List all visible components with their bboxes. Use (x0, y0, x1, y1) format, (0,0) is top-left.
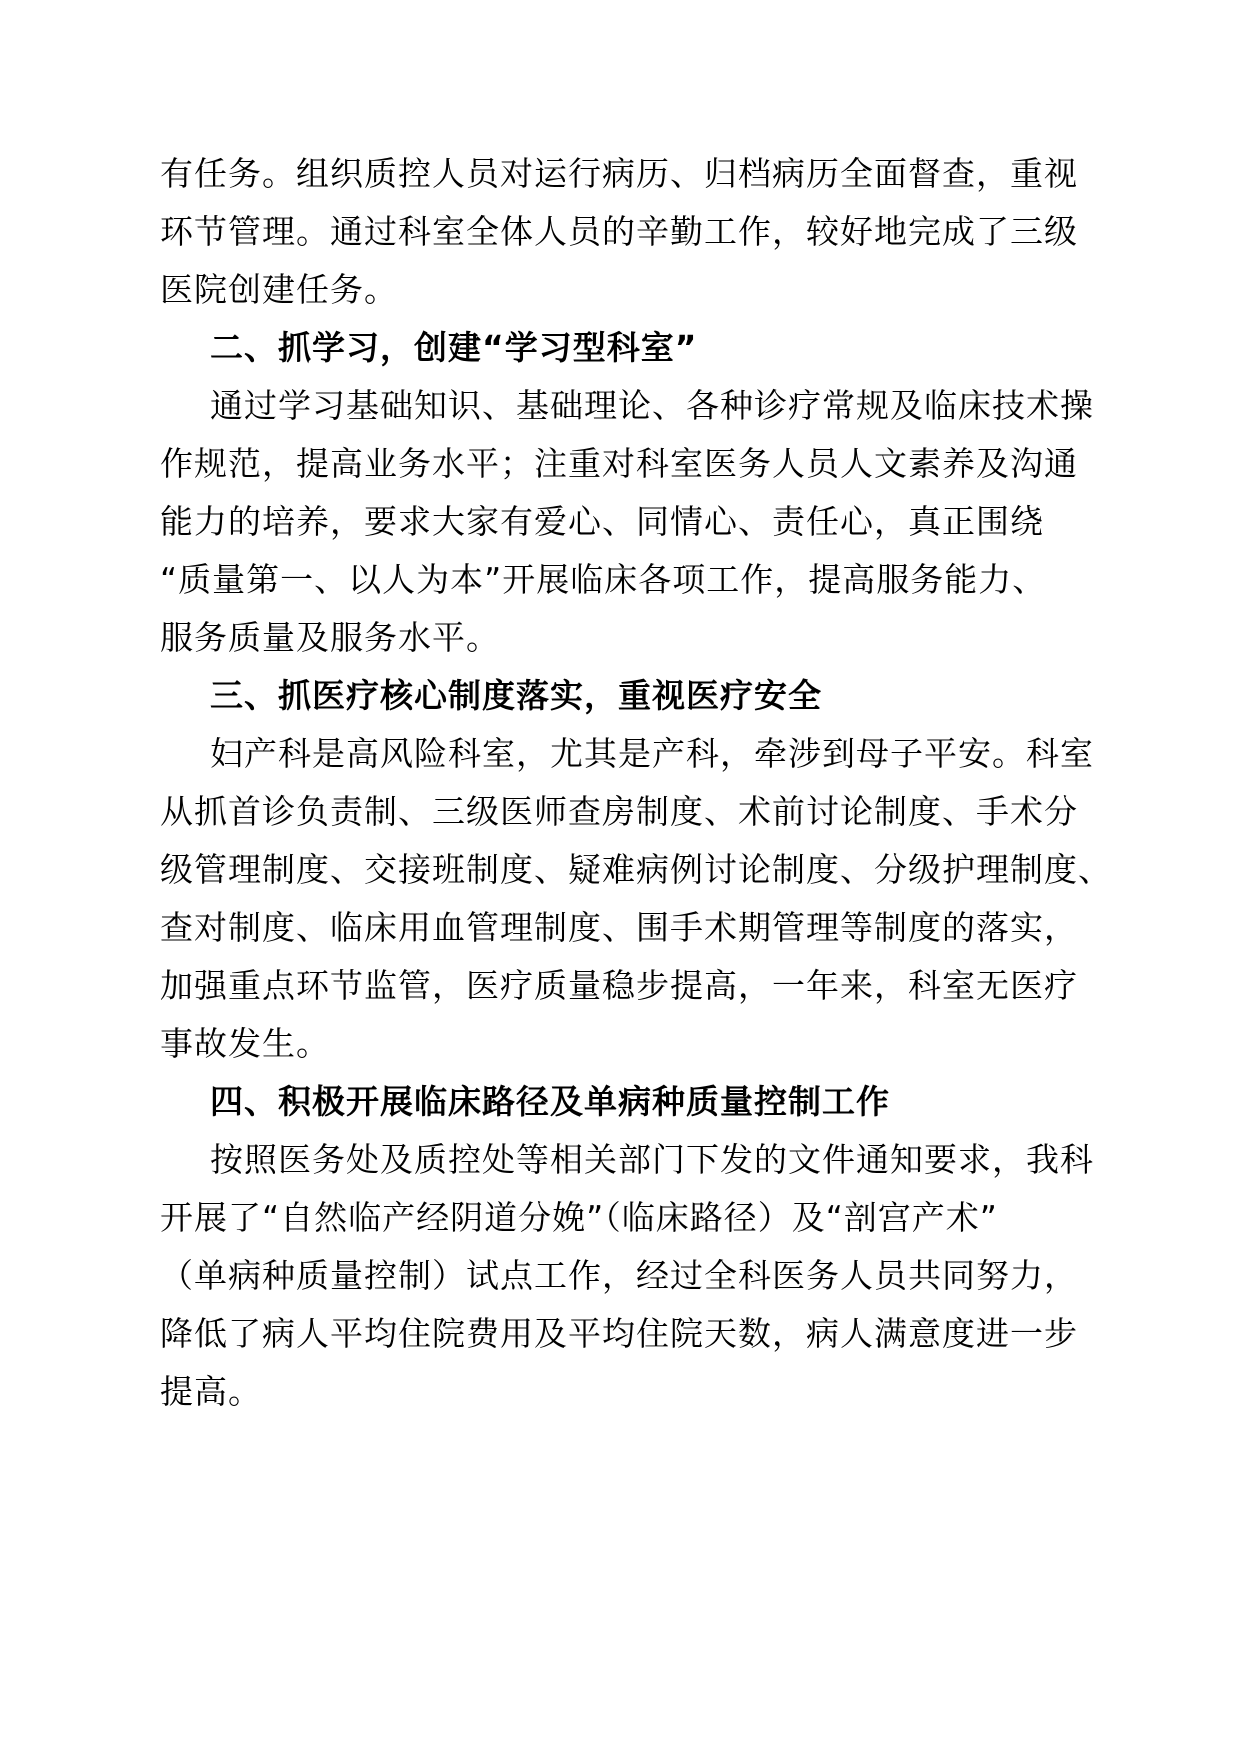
paragraph-3-line-3: 级管理制度、交接班制度、疑难病例讨论制度、分级护理制度、 (160, 850, 1112, 889)
paragraph-2-line-4: “质量第一、以人为本”开展临床各项工作，提高服务能力、 (160, 560, 1047, 599)
paragraph-3-line-2: 从抓首诊负责制、三级医师查房制度、术前讨论制度、手术分 (160, 792, 1078, 831)
paragraph-4-line-3: （单病种质量控制）试点工作，经过全科医务人员共同努力， (160, 1256, 1078, 1295)
paragraph-3-line-1: 妇产科是高风险科室，尤其是产科，牵涉到母子平安。科室 (210, 734, 1094, 773)
paragraph-4-line-2: 开展了“自然临产经阴道分娩”（临床路径）及“剖宫产术” (160, 1198, 998, 1237)
paragraph-2-line-3: 能力的培养，要求大家有爱心、同情心、责任心，真正围绕 (160, 502, 1044, 541)
paragraph-2-line-1: 通过学习基础知识、基础理论、各种诊疗常规及临床技术操 (210, 386, 1094, 425)
paragraph-3-line-6: 事故发生。 (160, 1024, 330, 1063)
paragraph-1-line-3: 医院创建任务。 (160, 270, 398, 309)
section-heading-2: 二、抓学习，创建“学习型科室” (210, 328, 698, 367)
paragraph-2-line-2: 作规范，提高业务水平；注重对科室医务人员人文素养及沟通 (160, 444, 1078, 483)
paragraph-4-line-1: 按照医务处及质控处等相关部门下发的文件通知要求，我科 (210, 1140, 1094, 1179)
paragraph-3-line-4: 查对制度、临床用血管理制度、围手术期管理等制度的落实， (160, 908, 1078, 947)
paragraph-2-line-5: 服务质量及服务水平。 (160, 618, 500, 657)
section-heading-4: 四、积极开展临床路径及单病种质量控制工作 (210, 1082, 890, 1121)
paragraph-1-line-1: 有任务。组织质控人员对运行病历、归档病历全面督查，重视 (160, 154, 1078, 193)
paragraph-4-line-4: 降低了病人平均住院费用及平均住院天数，病人满意度进一步 (160, 1314, 1078, 1353)
paragraph-3-line-5: 加强重点环节监管，医疗质量稳步提高，一年来，科室无医疗 (160, 966, 1078, 1005)
paragraph-1-line-2: 环节管理。通过科室全体人员的辛勤工作，较好地完成了三级 (160, 212, 1078, 251)
section-heading-3: 三、抓医疗核心制度落实，重视医疗安全 (210, 676, 822, 715)
paragraph-4-line-5: 提高。 (160, 1372, 262, 1411)
